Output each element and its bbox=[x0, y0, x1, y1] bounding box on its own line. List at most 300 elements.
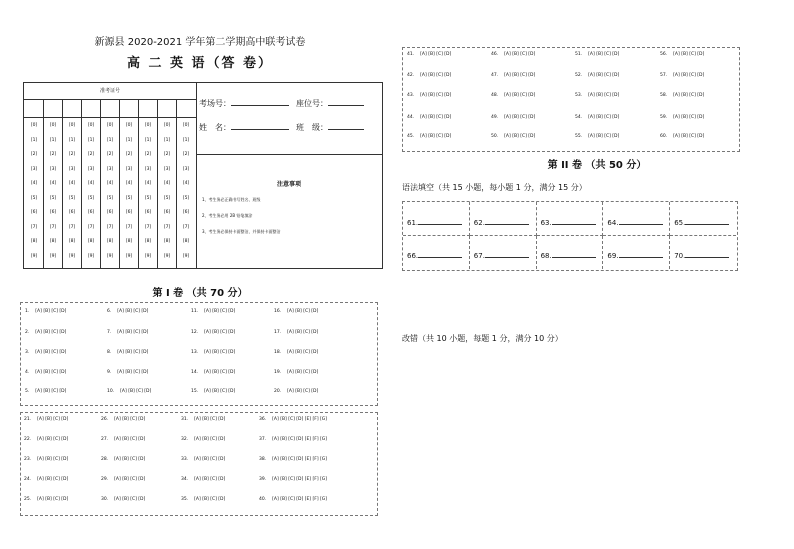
id-digit-bubble[interactable]: [6] bbox=[106, 210, 114, 215]
answer-row[interactable] bbox=[575, 93, 619, 98]
id-digit-bubble[interactable]: [0] bbox=[87, 123, 95, 128]
id-digit-bubble[interactable]: [8] bbox=[30, 239, 38, 244]
blank-line[interactable] bbox=[418, 250, 462, 258]
answer-options[interactable]: [A] [B] [C] [D] bbox=[37, 437, 69, 442]
id-digit-bubble[interactable]: [7] bbox=[87, 224, 95, 230]
answer-row[interactable] bbox=[491, 115, 535, 120]
answer-options[interactable]: [A] [B] [C] [D] bbox=[117, 330, 149, 335]
answer-options[interactable]: [A] [B] [C] [D] bbox=[287, 389, 319, 394]
answer-options[interactable]: [A] [B] [C] [D] bbox=[35, 330, 67, 335]
question-number: 30. bbox=[101, 497, 109, 502]
question-number: 55. bbox=[575, 134, 583, 139]
answer-row[interactable] bbox=[407, 134, 451, 139]
answer-row[interactable] bbox=[191, 330, 235, 335]
answer-options[interactable]: [A] [B] [C] [D] bbox=[204, 309, 236, 314]
name-field[interactable] bbox=[199, 121, 289, 133]
answer-row[interactable] bbox=[407, 73, 451, 78]
answer-row[interactable] bbox=[491, 52, 535, 57]
id-digit-bubble[interactable]: [9] bbox=[106, 253, 114, 259]
answer-options[interactable]: [A] [B] [C] [D] bbox=[420, 134, 452, 139]
question-number: 59. bbox=[660, 115, 668, 120]
question-number: 12. bbox=[191, 330, 199, 335]
id-digit-bubble[interactable]: [8] bbox=[49, 239, 57, 244]
id-digit-bubble[interactable]: [9] bbox=[30, 253, 38, 259]
fill-blank-67[interactable] bbox=[470, 236, 537, 269]
id-digit-bubble[interactable]: [2] bbox=[144, 152, 152, 157]
answer-row[interactable] bbox=[101, 417, 145, 422]
id-digit-bubble[interactable]: [4] bbox=[68, 181, 76, 186]
section2-title: 第 II 卷 （共 50 分） bbox=[547, 160, 647, 171]
question-number: 9. bbox=[107, 370, 112, 375]
fill-blank-66[interactable] bbox=[403, 236, 470, 269]
answer-options[interactable]: [A] [B] [C] [D] bbox=[673, 134, 705, 139]
answer-row[interactable] bbox=[181, 437, 225, 442]
id-digit-bubble[interactable]: [8] bbox=[144, 239, 152, 244]
id-digit-bubble[interactable]: [0] bbox=[144, 123, 152, 128]
id-digit-bubble[interactable]: [2] bbox=[182, 152, 190, 157]
student-info-box bbox=[23, 82, 383, 269]
id-digit-bubble[interactable]: [1] bbox=[106, 137, 114, 143]
answer-row[interactable] bbox=[191, 389, 235, 394]
question-number: 1. bbox=[25, 309, 30, 314]
answer-row[interactable] bbox=[101, 457, 145, 462]
question-number: 18. bbox=[274, 350, 282, 355]
answer-options[interactable]: [A] [B] [C] [D] bbox=[204, 370, 236, 375]
answer-options[interactable]: [A] [B] [C] [D] bbox=[588, 52, 620, 57]
answer-row[interactable] bbox=[24, 417, 68, 422]
id-digit-bubble[interactable]: [9] bbox=[182, 253, 190, 259]
blank-number: 67. bbox=[473, 252, 485, 260]
grammar-fill-label: 语法填空（共 15 小题，每小题 1 分，满分 15 分） bbox=[402, 183, 587, 192]
answer-row[interactable] bbox=[274, 309, 318, 314]
answer-options[interactable]: [A] [B] [C] [D] bbox=[588, 93, 620, 98]
blank-line[interactable] bbox=[619, 250, 663, 258]
answer-row[interactable] bbox=[660, 73, 704, 78]
answer-row[interactable] bbox=[274, 330, 318, 335]
id-digit-bubble[interactable]: [5] bbox=[87, 195, 95, 201]
id-digit-bubble[interactable]: [1] bbox=[125, 137, 133, 143]
answer-row[interactable] bbox=[107, 389, 151, 394]
answer-row[interactable] bbox=[259, 457, 327, 462]
answer-options[interactable]: [A] [B] [C] [D] bbox=[287, 370, 319, 375]
id-digit-bubble[interactable]: [9] bbox=[68, 253, 76, 259]
blank-number: 66. bbox=[407, 252, 419, 260]
question-number: 27. bbox=[101, 437, 109, 442]
id-digit-bubble[interactable]: [7] bbox=[163, 224, 171, 230]
question-number: 35. bbox=[181, 497, 189, 502]
answer-row[interactable] bbox=[25, 330, 66, 335]
answer-options[interactable]: [A] [B] [C] [D] bbox=[37, 417, 69, 422]
answer-options[interactable]: [A] [B] [C] [D] bbox=[114, 437, 146, 442]
answer-row[interactable] bbox=[101, 437, 145, 442]
id-digit-bubble[interactable]: [7] bbox=[30, 224, 38, 230]
id-digit-bubble[interactable]: [8] bbox=[182, 239, 190, 244]
id-digit-bubble[interactable]: [7] bbox=[144, 224, 152, 230]
answer-options[interactable]: [A] [B] [C] [D] bbox=[37, 477, 69, 482]
answer-options[interactable]: [A] [B] [C] [D] bbox=[35, 370, 67, 375]
id-digit-bubble[interactable]: [2] bbox=[68, 152, 76, 157]
answer-options[interactable]: [A] [B] [C] [D] bbox=[420, 52, 452, 57]
answer-options[interactable]: [A] [B] [C] [D] [E] [F] [G] bbox=[272, 457, 328, 462]
id-digit-bubble[interactable]: [4] bbox=[30, 181, 38, 186]
answer-options[interactable]: [A] [B] [C] [D] bbox=[37, 457, 69, 462]
blank-number: 68. bbox=[540, 252, 552, 260]
question-number: 33. bbox=[181, 457, 189, 462]
question-number: 3. bbox=[25, 350, 30, 355]
question-number: 45. bbox=[407, 134, 415, 139]
answer-options[interactable]: [A] [B] [C] [D] bbox=[287, 330, 319, 335]
answer-options[interactable]: [A] [B] [C] [D] bbox=[114, 417, 146, 422]
answer-row[interactable] bbox=[101, 477, 145, 482]
answer-group-21-40 bbox=[20, 412, 378, 516]
answer-options[interactable]: [A] [B] [C] [D] bbox=[504, 52, 536, 57]
answer-row[interactable] bbox=[24, 437, 68, 442]
answer-options[interactable]: [A] [B] [C] [D] [E] [F] [G] bbox=[272, 497, 328, 502]
id-digit-bubble[interactable]: [4] bbox=[87, 181, 95, 186]
answer-row[interactable] bbox=[274, 370, 318, 375]
question-number: 47. bbox=[491, 73, 499, 78]
answer-row[interactable] bbox=[181, 497, 225, 502]
name-label: 姓 名： bbox=[199, 123, 231, 132]
notice-box bbox=[196, 154, 382, 268]
blank-number: 63. bbox=[540, 219, 552, 227]
id-digit-bubble[interactable]: [2] bbox=[49, 152, 57, 157]
answer-options[interactable]: [A] [B] [C] [D] bbox=[673, 93, 705, 98]
question-number: 58. bbox=[660, 93, 668, 98]
id-digit-bubble[interactable]: [0] bbox=[125, 123, 133, 128]
question-number: 29. bbox=[101, 477, 109, 482]
question-number: 43. bbox=[407, 93, 415, 98]
id-digit-bubble[interactable]: [1] bbox=[30, 137, 38, 143]
id-digit-bubble[interactable]: [3] bbox=[49, 166, 57, 172]
fill-blank-68[interactable] bbox=[537, 236, 604, 269]
answer-options[interactable]: [A] [B] [C] [D] bbox=[204, 350, 236, 355]
answer-options[interactable]: [A] [B] [C] [D] bbox=[35, 350, 67, 355]
answer-options[interactable]: [A] [B] [C] [D] bbox=[194, 477, 226, 482]
answer-row[interactable] bbox=[660, 52, 704, 57]
question-number: 41. bbox=[407, 52, 415, 57]
exam-room-field[interactable] bbox=[199, 97, 289, 109]
answer-options[interactable]: [A] [B] [C] [D] bbox=[504, 93, 536, 98]
id-digit-bubble[interactable]: [9] bbox=[125, 253, 133, 259]
answer-row[interactable] bbox=[259, 437, 327, 442]
id-digit-bubble[interactable]: [3] bbox=[144, 166, 152, 172]
question-number: 24. bbox=[24, 477, 32, 482]
answer-options[interactable]: [A] [B] [C] [D] bbox=[504, 134, 536, 139]
question-number: 16. bbox=[274, 309, 282, 314]
answer-options[interactable]: [A] [B] [C] [D] bbox=[504, 115, 536, 120]
question-number: 2. bbox=[25, 330, 30, 335]
blank-number: 61. bbox=[407, 219, 419, 227]
answer-options[interactable]: [A] [B] [C] [D] bbox=[194, 417, 226, 422]
blank-line[interactable] bbox=[619, 217, 663, 225]
id-digit-bubble[interactable]: [4] bbox=[182, 181, 190, 186]
id-digit-bubble[interactable]: [9] bbox=[49, 253, 57, 259]
answer-options[interactable]: [A] [B] [C] [D] bbox=[35, 389, 67, 394]
id-digit-bubble[interactable]: [4] bbox=[106, 181, 114, 186]
answer-row[interactable] bbox=[274, 389, 318, 394]
answer-options[interactable]: [A] [B] [C] [D] bbox=[287, 309, 319, 314]
fill-blank-64[interactable] bbox=[603, 202, 670, 236]
id-digit-bubble[interactable]: [7] bbox=[49, 224, 57, 230]
question-number: 15. bbox=[191, 389, 199, 394]
id-digit-bubble[interactable]: [4] bbox=[163, 181, 171, 186]
question-number: 19. bbox=[274, 370, 282, 375]
section1-title: 第 I 卷 （共 70 分） bbox=[152, 288, 248, 299]
answer-row[interactable] bbox=[107, 330, 148, 335]
id-digit-bubble[interactable]: [0] bbox=[68, 123, 76, 128]
answer-row[interactable] bbox=[181, 417, 225, 422]
answer-options[interactable]: [A] [B] [C] [D] bbox=[120, 389, 152, 394]
id-digit-bubble[interactable]: [7] bbox=[125, 224, 133, 230]
id-digit-bubble[interactable]: [6] bbox=[163, 210, 171, 215]
answer-options[interactable]: [A] [B] [C] [D] bbox=[114, 477, 146, 482]
answer-options[interactable]: [A] [B] [C] [D] bbox=[673, 52, 705, 57]
answer-options[interactable]: [A] [B] [C] [D] bbox=[117, 370, 149, 375]
answer-options[interactable]: [A] [B] [C] [D] bbox=[420, 93, 452, 98]
id-digit-bubble[interactable]: [5] bbox=[125, 195, 133, 201]
answer-options[interactable]: [A] [B] [C] [D] bbox=[420, 115, 452, 120]
id-digit-bubble[interactable]: [8] bbox=[125, 239, 133, 244]
question-number: 38. bbox=[259, 457, 267, 462]
id-digit-bubble[interactable]: [8] bbox=[68, 239, 76, 244]
answer-options[interactable]: [A] [B] [C] [D] bbox=[194, 457, 226, 462]
id-digit-bubble[interactable]: [2] bbox=[87, 152, 95, 157]
fill-blank-61[interactable] bbox=[403, 202, 470, 236]
answer-row[interactable] bbox=[25, 389, 66, 394]
fill-blank-65[interactable] bbox=[670, 202, 736, 236]
answer-options[interactable]: [A] [B] [C] [D] bbox=[117, 309, 149, 314]
answer-options[interactable]: [A] [B] [C] [D] bbox=[117, 350, 149, 355]
answer-group-1-20 bbox=[20, 302, 378, 406]
answer-options[interactable]: [A] [B] [C] [D] bbox=[35, 309, 67, 314]
id-digit-bubble[interactable]: [3] bbox=[87, 166, 95, 172]
id-digit-bubble[interactable]: [0] bbox=[106, 123, 114, 128]
grammar-fill-box bbox=[402, 201, 738, 271]
id-digit-bubble[interactable]: [1] bbox=[144, 137, 152, 143]
answer-options[interactable]: [A] [B] [C] [D] bbox=[673, 73, 705, 78]
blank-number: 69. bbox=[607, 252, 619, 260]
id-digit-bubble[interactable]: [8] bbox=[163, 239, 171, 244]
question-number: 54. bbox=[575, 115, 583, 120]
answer-row[interactable] bbox=[107, 350, 148, 355]
class-field[interactable] bbox=[296, 121, 364, 133]
answer-options[interactable]: [A] [B] [C] [D] bbox=[114, 497, 146, 502]
question-number: 8. bbox=[107, 350, 112, 355]
answer-row[interactable] bbox=[575, 115, 619, 120]
seat-field[interactable] bbox=[296, 97, 364, 109]
exam-subtitle: 高 二 英 语（答 卷） bbox=[126, 56, 274, 71]
question-number: 11. bbox=[191, 309, 199, 314]
question-number: 57. bbox=[660, 73, 668, 78]
id-digit-bubble[interactable]: [3] bbox=[125, 166, 133, 172]
id-digit-bubble[interactable]: [8] bbox=[106, 239, 114, 244]
exam-id-grid bbox=[24, 83, 197, 268]
notice-item: 3、考生务必保持卡面整洁，并保持卡面整洁 bbox=[202, 229, 281, 234]
answer-row[interactable] bbox=[181, 477, 225, 482]
blank-number: 62. bbox=[473, 219, 485, 227]
question-number: 17. bbox=[274, 330, 282, 335]
answer-row[interactable] bbox=[181, 457, 225, 462]
id-digit-bubble[interactable]: [2] bbox=[125, 152, 133, 157]
question-number: 21. bbox=[24, 417, 32, 422]
answer-row[interactable] bbox=[259, 477, 327, 482]
id-digit-bubble[interactable]: [7] bbox=[68, 224, 76, 230]
id-digit-bubble[interactable]: [6] bbox=[125, 210, 133, 215]
question-number: 7. bbox=[107, 330, 112, 335]
fill-blank-69[interactable] bbox=[603, 236, 670, 269]
id-digit-bubble[interactable]: [5] bbox=[106, 195, 114, 201]
id-digit-bubble[interactable]: [9] bbox=[144, 253, 152, 259]
id-digit-bubble[interactable]: [6] bbox=[68, 210, 76, 215]
id-digit-bubble[interactable]: [5] bbox=[182, 195, 190, 201]
answer-row[interactable] bbox=[491, 73, 535, 78]
id-digit-bubble[interactable]: [4] bbox=[144, 181, 152, 186]
answer-options[interactable]: [A] [B] [C] [D] bbox=[588, 115, 620, 120]
question-number: 25. bbox=[24, 497, 32, 502]
question-number: 14. bbox=[191, 370, 199, 375]
id-digit-bubble[interactable]: [8] bbox=[87, 239, 95, 244]
answer-row[interactable] bbox=[24, 497, 68, 502]
answer-options[interactable]: [A] [B] [C] [D] bbox=[37, 497, 69, 502]
answer-row[interactable] bbox=[491, 93, 535, 98]
question-number: 48. bbox=[491, 93, 499, 98]
notice-item: 1、考生务必正确书写姓名、班级 bbox=[202, 197, 261, 202]
answer-row[interactable] bbox=[407, 93, 451, 98]
answer-options[interactable]: [A] [B] [C] [D] bbox=[504, 73, 536, 78]
blank-number: 65. bbox=[674, 219, 686, 227]
id-digit-bubble[interactable]: [9] bbox=[87, 253, 95, 259]
class-label: 班 级： bbox=[296, 123, 328, 132]
answer-options[interactable]: [A] [B] [C] [D] bbox=[204, 330, 236, 335]
answer-options[interactable]: [A] [B] [C] [D] [E] [F] [G] bbox=[272, 477, 328, 482]
id-digit-bubble[interactable]: [0] bbox=[49, 123, 57, 128]
blank-line[interactable] bbox=[552, 217, 596, 225]
answer-row[interactable] bbox=[24, 457, 68, 462]
id-digit-bubble[interactable]: [6] bbox=[30, 210, 38, 215]
blank-line[interactable] bbox=[485, 217, 529, 225]
blank-line[interactable] bbox=[485, 250, 529, 258]
id-digit-bubble[interactable]: [5] bbox=[30, 195, 38, 201]
id-digit-bubble[interactable]: [3] bbox=[68, 166, 76, 172]
id-digit-bubble[interactable]: [1] bbox=[49, 137, 57, 143]
answer-options[interactable]: [A] [B] [C] [D] bbox=[204, 389, 236, 394]
id-digit-bubble[interactable]: [4] bbox=[125, 181, 133, 186]
id-digit-bubble[interactable]: [7] bbox=[182, 224, 190, 230]
answer-options[interactable]: [A] [B] [C] [D] bbox=[194, 497, 226, 502]
id-digit-bubble[interactable]: [4] bbox=[49, 181, 57, 186]
question-number: 32. bbox=[181, 437, 189, 442]
id-digit-bubble[interactable]: [5] bbox=[163, 195, 171, 201]
answer-row[interactable] bbox=[575, 52, 619, 57]
id-digit-bubble[interactable]: [3] bbox=[163, 166, 171, 172]
id-digit-bubble[interactable]: [5] bbox=[49, 195, 57, 201]
answer-row[interactable] bbox=[191, 350, 235, 355]
question-number: 60. bbox=[660, 134, 668, 139]
answer-row[interactable] bbox=[491, 134, 535, 139]
answer-options[interactable]: [A] [B] [C] [D] [E] [F] [G] bbox=[272, 437, 328, 442]
id-digit-bubble[interactable]: [5] bbox=[68, 195, 76, 201]
id-digit-bubble[interactable]: [2] bbox=[163, 152, 171, 157]
id-digit-bubble[interactable]: [9] bbox=[163, 253, 171, 259]
answer-row[interactable] bbox=[274, 350, 318, 355]
answer-options[interactable]: [A] [B] [C] [D] bbox=[673, 115, 705, 120]
answer-row[interactable] bbox=[101, 497, 145, 502]
id-digit-bubble[interactable]: [6] bbox=[87, 210, 95, 215]
question-number: 34. bbox=[181, 477, 189, 482]
blank-line[interactable] bbox=[552, 250, 596, 258]
answer-row[interactable] bbox=[191, 370, 235, 375]
id-digit-bubble[interactable]: [0] bbox=[163, 123, 171, 128]
id-digit-bubble[interactable]: [0] bbox=[30, 123, 38, 128]
answer-row[interactable] bbox=[407, 52, 451, 57]
exam-room-label: 考场号： bbox=[199, 99, 231, 108]
fill-blank-70[interactable] bbox=[670, 236, 736, 269]
id-digit-bubble[interactable]: [3] bbox=[182, 166, 190, 172]
id-digit-bubble[interactable]: [0] bbox=[182, 123, 190, 128]
answer-row[interactable] bbox=[107, 309, 148, 314]
question-number: 22. bbox=[24, 437, 32, 442]
id-digit-bubble[interactable]: [1] bbox=[182, 137, 190, 143]
answer-options[interactable]: [A] [B] [C] [D] bbox=[588, 73, 620, 78]
id-digit-bubble[interactable]: [3] bbox=[30, 166, 38, 172]
answer-row[interactable] bbox=[660, 93, 704, 98]
answer-row[interactable] bbox=[191, 309, 235, 314]
answer-options[interactable]: [A] [B] [C] [D] [E] [F] [G] bbox=[272, 417, 328, 422]
answer-row[interactable] bbox=[259, 417, 327, 422]
id-digit-bubble[interactable]: [3] bbox=[106, 166, 114, 172]
id-digit-bubble[interactable]: [6] bbox=[49, 210, 57, 215]
id-digit-bubble[interactable]: [7] bbox=[106, 224, 114, 230]
id-digit-bubble[interactable]: [6] bbox=[144, 210, 152, 215]
fill-blank-63[interactable] bbox=[537, 202, 604, 236]
answer-options[interactable]: [A] [B] [C] [D] bbox=[114, 457, 146, 462]
fill-blank-62[interactable] bbox=[470, 202, 537, 236]
question-number: 56. bbox=[660, 52, 668, 57]
id-digit-bubble[interactable]: [6] bbox=[182, 210, 190, 215]
answer-row[interactable] bbox=[107, 370, 148, 375]
blank-line[interactable] bbox=[685, 217, 729, 225]
question-number: 20. bbox=[274, 389, 282, 394]
notice-item: 2、考生务必用 2B 铅笔填涂 bbox=[202, 213, 253, 218]
answer-options[interactable]: [A] [B] [C] [D] bbox=[287, 350, 319, 355]
question-number: 26. bbox=[101, 417, 109, 422]
answer-row[interactable] bbox=[259, 497, 327, 502]
id-digit-bubble[interactable]: [2] bbox=[106, 152, 114, 157]
id-digit-bubble[interactable]: [1] bbox=[68, 137, 76, 143]
answer-row[interactable] bbox=[25, 309, 66, 314]
answer-options[interactable]: [A] [B] [C] [D] bbox=[420, 73, 452, 78]
answer-row[interactable] bbox=[660, 134, 704, 139]
question-number: 42. bbox=[407, 73, 415, 78]
answer-row[interactable] bbox=[25, 370, 66, 375]
blank-line[interactable] bbox=[418, 217, 462, 225]
answer-row[interactable] bbox=[25, 350, 66, 355]
answer-options[interactable]: [A] [B] [C] [D] bbox=[588, 134, 620, 139]
answer-row[interactable] bbox=[575, 73, 619, 78]
answer-row[interactable] bbox=[575, 134, 619, 139]
blank-line[interactable] bbox=[685, 250, 729, 258]
answer-row[interactable] bbox=[660, 115, 704, 120]
answer-row[interactable] bbox=[407, 115, 451, 120]
id-digit-bubble[interactable]: [1] bbox=[163, 137, 171, 143]
question-number: 39. bbox=[259, 477, 267, 482]
id-digit-bubble[interactable]: [2] bbox=[30, 152, 38, 157]
id-digit-bubble[interactable]: [5] bbox=[144, 195, 152, 201]
answer-row[interactable] bbox=[24, 477, 68, 482]
id-digit-bubble[interactable]: [1] bbox=[87, 137, 95, 143]
answer-options[interactable]: [A] [B] [C] [D] bbox=[194, 437, 226, 442]
